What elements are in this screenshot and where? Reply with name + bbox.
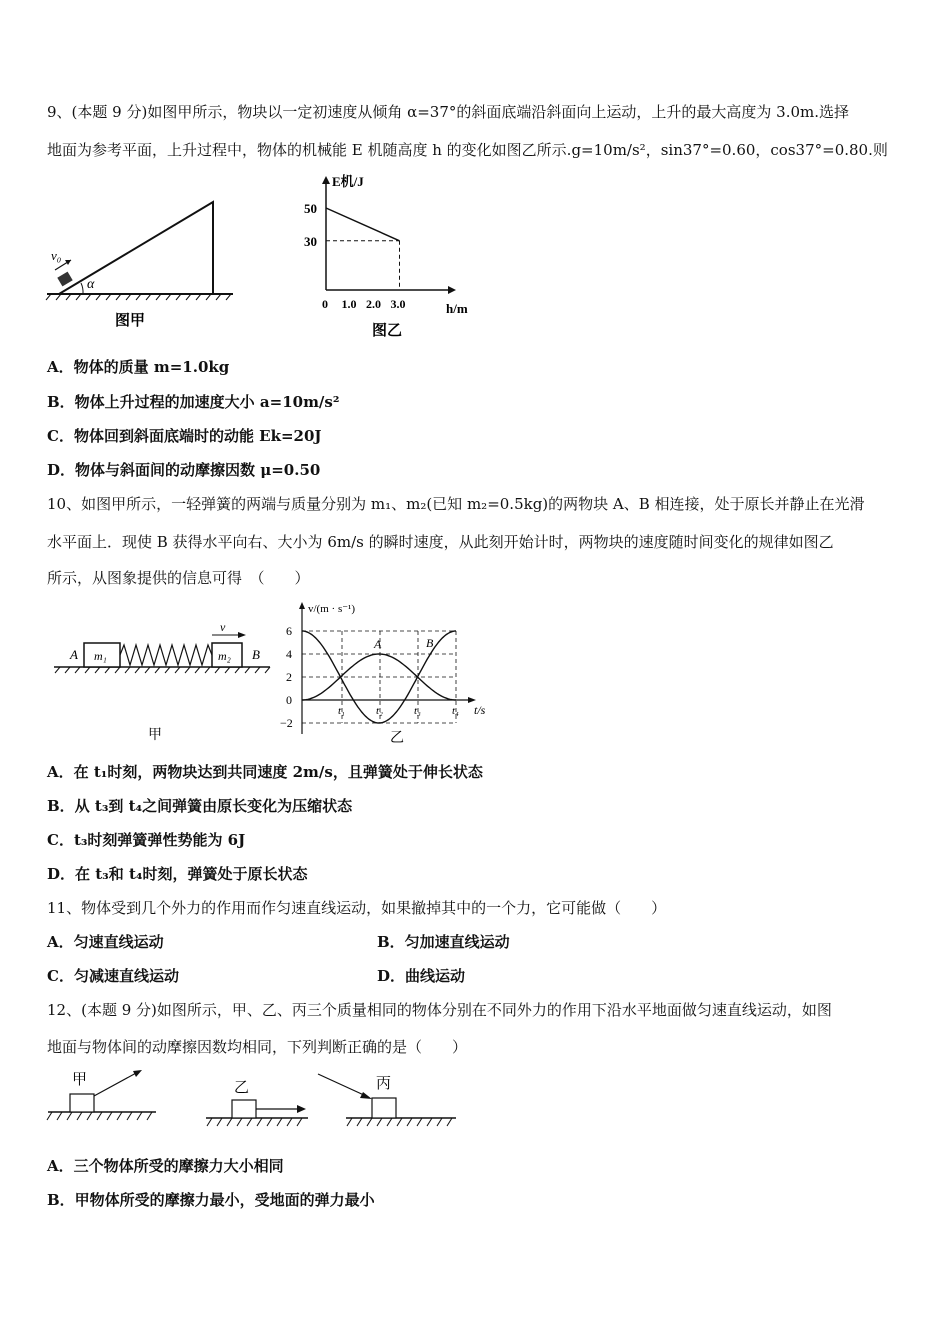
q9-stem-line2: 地面为参考平面，上升过程中，物体的机械能 E 机随高度 h 的变化如图乙所示.g=10m/s²，sin37°=0.60，cos37°=0.80.则	[47, 141, 888, 159]
q10-option-c[interactable]: C．t₃时刻弹簧弹性势能为 6J	[47, 831, 246, 849]
label-bing: 丙	[376, 1076, 392, 1092]
q9-figure-jia	[45, 190, 240, 330]
q12-stem-line2: 地面与物体间的动摩擦因数均相同，下列判断正确的是（ ）	[47, 1038, 468, 1056]
q9-xtick-0: 0	[322, 297, 328, 311]
y-axis-label: v/(m · s⁻¹)	[308, 603, 355, 615]
q11-option-b[interactable]: B．匀加速直线运动	[377, 933, 510, 951]
q10-option-d[interactable]: D．在 t₃和 t₄时刻，弹簧处于原长状态	[47, 865, 308, 883]
q11-option-a[interactable]: A．匀速直线运动	[47, 933, 164, 951]
q10-ytick-2: 2	[286, 670, 292, 684]
q12-figure	[46, 1064, 458, 1134]
incline-slope	[59, 202, 213, 294]
q9-caption-yi: 图乙	[372, 323, 403, 339]
q12-option-b[interactable]: B．甲物体所受的摩擦力最小，受地面的弹力最小	[47, 1191, 375, 1209]
m2-label: m₂	[218, 649, 231, 663]
q10-ytick-4: 4	[286, 647, 292, 661]
q10-series-label-A: A	[374, 637, 382, 651]
q10-stem-line1: 10、如图甲所示，一轻弹簧的两端与质量分别为 m₁、m₂(已知 m₂=0.5kg)的两物块 A、B 相连接，处于原长并静止在光滑	[47, 495, 865, 513]
v-label: v	[220, 620, 226, 634]
q9-ytick-50: 50	[304, 201, 317, 216]
x-axis-label: t/s	[474, 703, 486, 717]
q9-energy-line	[326, 208, 400, 241]
block-jia	[70, 1094, 94, 1112]
q12-stem-line1: 12、(本题 9 分)如图所示，甲、乙、丙三个质量相同的物体分别在不同外力的作用下沿水平地面做匀速直线运动，如图	[47, 1001, 832, 1019]
q10-xtick-0: t₁	[338, 705, 345, 717]
label-b: B	[252, 647, 260, 662]
q10-xtick-1: t₂	[376, 705, 383, 717]
q10-caption-yi: 乙	[390, 731, 404, 746]
q9-stem-line1: 9、(本题 9 分)如图甲所示，物块以一定初速度从倾角 α=37°的斜面底端沿斜面向上运动，上升的最大高度为 3.0m.选择	[47, 103, 849, 121]
y-axis-label: E机/J	[332, 174, 364, 189]
q10-series-label-B: B	[426, 636, 434, 650]
q9-xtick-1: 1.0	[341, 297, 357, 311]
q9-ytick-30: 30	[304, 233, 317, 249]
spring	[120, 645, 212, 665]
q9-option-b[interactable]: B．物体上升过程的加速度大小 a=10m/s²	[47, 393, 340, 411]
q10-stem-line3: 所示，从图象提供的信息可得 （ ）	[47, 569, 310, 587]
q10-caption-jia: 甲	[148, 728, 162, 743]
q10-ytick-−2: −2	[280, 716, 293, 730]
q10-option-a[interactable]: A．在 t₁时刻，两物块达到共同速度 2m/s，且弹簧处于伸长状态	[47, 763, 483, 781]
q10-xtick-3: t₄	[452, 705, 459, 717]
q10-ytick-6: 6	[286, 624, 292, 638]
q9-option-a[interactable]: A．物体的质量 m=1.0kg	[47, 358, 230, 376]
v0-label: v₀	[51, 248, 62, 263]
q9-block	[57, 272, 72, 287]
q10-ytick-0: 0	[286, 693, 292, 707]
label-a: A	[70, 647, 78, 662]
q11-option-d[interactable]: D．曲线运动	[377, 967, 466, 985]
q10-xtick-2: t₃	[414, 705, 421, 717]
q11-stem: 11、物体受到几个外力的作用而作匀速直线运动，如果撤掉其中的一个力，它可能做（ ）	[47, 899, 667, 917]
q10-figure-jia	[52, 615, 274, 745]
label-yi: 乙	[234, 1080, 250, 1096]
q10-chart-yi	[278, 598, 500, 748]
block-yi	[232, 1100, 256, 1118]
alpha-label: α	[87, 277, 95, 292]
q11-option-c[interactable]: C．匀减速直线运动	[47, 967, 179, 985]
q9-xtick-2: 2.0	[366, 297, 381, 311]
q12-option-a[interactable]: A．三个物体所受的摩擦力大小相同	[47, 1157, 284, 1175]
q9-chart-yi	[300, 168, 490, 344]
q10-option-b[interactable]: B．从 t₃到 t₄之间弹簧由原长变化为压缩状态	[47, 797, 353, 815]
m1-label: m₁	[94, 649, 107, 663]
q9-caption-jia: 图甲	[115, 313, 146, 329]
q10-stem-line2: 水平面上．现使 B 获得水平向右、大小为 6m/s 的瞬时速度，从此刻开始计时，两物块的速度随时间变化的规律如图乙	[47, 533, 834, 551]
block-bing	[372, 1098, 396, 1118]
q9-option-c[interactable]: C．物体回到斜面底端时的动能 Ek=20J	[47, 427, 322, 445]
q9-xtick-3: 3.0	[390, 297, 406, 311]
x-axis-label: h/m	[446, 301, 468, 316]
q9-option-d[interactable]: D．物体与斜面间的动摩擦因数 μ=0.50	[47, 461, 321, 479]
label-jia: 甲	[72, 1072, 88, 1088]
